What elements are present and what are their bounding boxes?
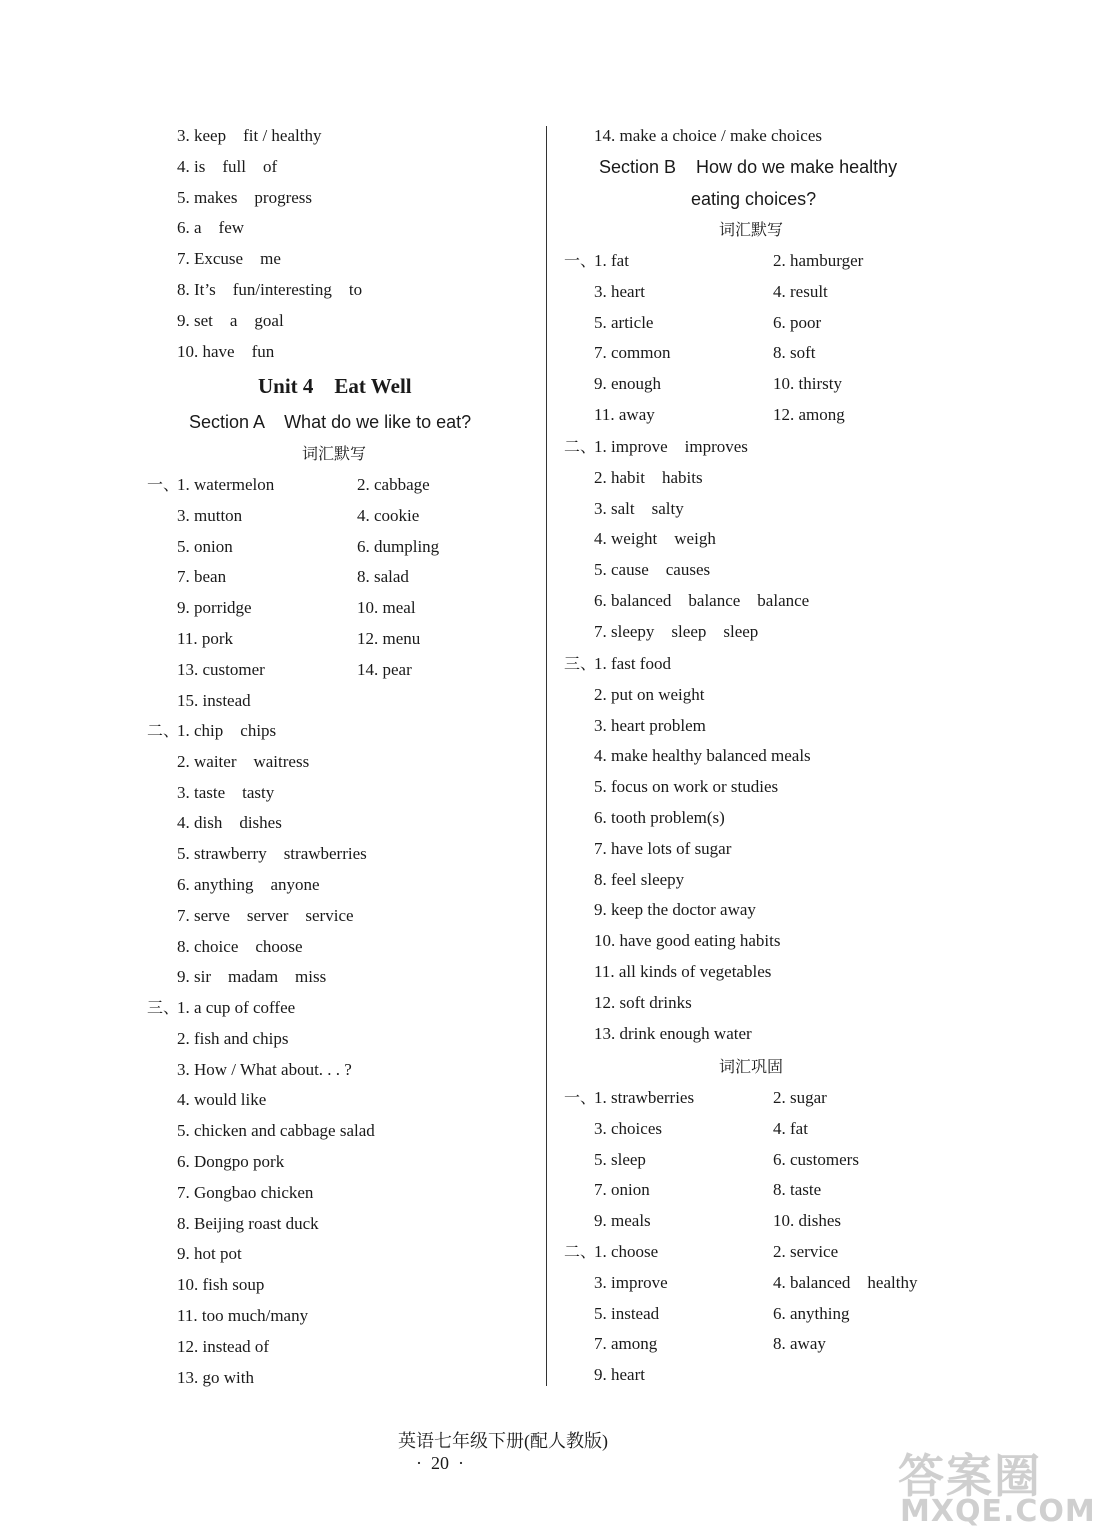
answer-line: 2. fish and chips <box>177 1028 289 1048</box>
answer-item: 11. pork <box>177 629 234 648</box>
answer-line: 2. habit habits <box>594 467 703 487</box>
answer-item: 3. choices <box>594 1118 662 1138</box>
answer-line: 2. waiter waitress <box>177 751 310 771</box>
answer-line: 8. choice choose <box>177 936 303 956</box>
answer-item: 7. common <box>594 343 671 363</box>
answer-item: 2. cabbage <box>357 475 430 494</box>
part-label: 一、 <box>564 251 597 270</box>
answer-line: 12. soft drinks <box>594 992 692 1012</box>
watermark-line-2: MXQE.COM <box>900 1494 1096 1529</box>
answer-line: 6. balanced balance balance <box>594 591 810 610</box>
answer-line: 4. is full of <box>177 156 278 176</box>
answer-item: 4. fat <box>773 1118 808 1138</box>
answer-line: 10. have fun <box>177 341 275 361</box>
answer-line: 6. anything anyone <box>177 875 320 894</box>
answer-line: 9. keep the doctor away <box>594 900 756 920</box>
answer-item: 14. pear <box>357 659 412 679</box>
answer-line: 8. Beijing roast duck <box>177 1213 319 1233</box>
answer-item: 15. instead <box>177 690 251 710</box>
answer-line: 7. Gongbao chicken <box>177 1182 314 1202</box>
answer-item: 4. result <box>773 281 828 301</box>
answer-item: 12. among <box>773 405 845 424</box>
answer-line: 4. dish dishes <box>177 813 282 833</box>
part-label: 一、 <box>147 475 180 494</box>
answer-item: 2. hamburger <box>773 251 864 270</box>
answer-item: 6. customers <box>773 1149 859 1169</box>
section-title: Section B How do we make healthy <box>599 157 898 177</box>
answer-line: 11. all kinds of vegetables <box>594 962 772 981</box>
consolidation-heading: 词汇巩固 <box>719 1057 784 1076</box>
answer-item: 7. among <box>594 1334 658 1354</box>
answer-line: 10. fish soup <box>177 1275 265 1295</box>
answer-item: 13. customer <box>177 659 265 679</box>
answer-line: 6. tooth problem(s) <box>594 808 725 827</box>
answer-item: 1. watermelon <box>177 475 275 494</box>
answer-line: 6. a few <box>177 218 245 238</box>
answer-item: 1. strawberries <box>594 1088 695 1107</box>
part-label: 二、 <box>564 1242 597 1261</box>
answer-item: 6. dumpling <box>357 536 440 556</box>
answer-line: 4. would like <box>177 1090 267 1110</box>
vocab-heading: 词汇默写 <box>302 444 367 463</box>
answer-line: 8. It’s fun/interesting to <box>177 280 363 299</box>
answer-line: 5. chicken and cabbage salad <box>177 1121 375 1141</box>
answer-line: 1. improve improves <box>594 437 748 456</box>
footer-page-number: · 20 · <box>416 1453 464 1473</box>
answer-item: 9. porridge <box>177 598 252 618</box>
answer-item: 12. menu <box>357 629 421 648</box>
answer-item: 4. balanced healthy <box>773 1272 918 1292</box>
vocab-heading: 词汇默写 <box>719 220 784 239</box>
answer-item: 11. away <box>594 405 655 424</box>
answer-item: 10. meal <box>357 598 416 618</box>
answer-item: 8. away <box>773 1334 826 1354</box>
answer-item: 1. fat <box>594 251 629 270</box>
section-title: Section A What do we like to eat? <box>189 412 472 432</box>
answer-item: 3. mutton <box>177 505 243 525</box>
answer-line: 7. serve server service <box>177 905 354 925</box>
part-label: 二、 <box>147 721 180 740</box>
answer-item: 4. cookie <box>357 505 420 525</box>
answer-line: 5. focus on work or studies <box>594 777 779 797</box>
answer-item: 5. instead <box>594 1303 660 1323</box>
answer-line: 14. make a choice / make choices <box>594 126 822 145</box>
answer-line: 7. have lots of sugar <box>594 838 732 858</box>
part-label: 一、 <box>564 1088 597 1107</box>
watermark-logo <box>898 1440 1096 1536</box>
answer-item: 5. article <box>594 312 654 332</box>
page-footer <box>380 1406 608 1495</box>
answer-line: 5. strawberry strawberries <box>177 844 367 864</box>
answer-line: 8. feel sleepy <box>594 869 685 889</box>
answer-line: 3. keep fit / healthy <box>177 126 322 145</box>
answer-item: 2. service <box>773 1242 839 1261</box>
answer-line: 13. go with <box>177 1367 254 1387</box>
answer-line: 9. sir madam miss <box>177 967 327 987</box>
part-label: 三、 <box>564 654 597 673</box>
answer-item: 10. dishes <box>773 1211 841 1231</box>
answer-item: 8. salad <box>357 567 409 587</box>
answer-line: 1. fast food <box>594 654 671 673</box>
answer-item: 5. sleep <box>594 1149 646 1169</box>
answer-item: 9. heart <box>594 1365 645 1385</box>
answer-line: 2. put on weight <box>594 684 705 704</box>
answer-line: 10. have good eating habits <box>594 931 781 951</box>
answer-item: 7. bean <box>177 567 227 587</box>
answer-line: 3. salt salty <box>594 498 684 518</box>
answer-item: 9. meals <box>594 1211 651 1231</box>
answer-line: 1. chip chips <box>177 721 277 740</box>
answer-item: 5. onion <box>177 536 233 556</box>
section-title: eating choices? <box>691 189 817 209</box>
answer-line: 9. hot pot <box>177 1244 242 1264</box>
answer-line: 3. How / What about. . . ? <box>177 1059 352 1079</box>
answer-line: 12. instead of <box>177 1336 270 1356</box>
answer-item: 8. soft <box>773 343 816 363</box>
answer-item: 9. enough <box>594 374 662 394</box>
unit-title: Unit 4 Eat Well <box>258 374 412 398</box>
answer-line: 4. weight weigh <box>594 529 716 549</box>
answer-line: 13. drink enough water <box>594 1023 752 1043</box>
answer-item: 10. thirsty <box>773 374 842 394</box>
watermark-line-1: 答案圈 <box>898 1449 1042 1503</box>
answer-line: 9. set a goal <box>177 310 284 330</box>
answer-item: 8. taste <box>773 1180 822 1200</box>
answer-line: 4. make healthy balanced meals <box>594 746 811 766</box>
part-label: 三、 <box>147 998 180 1017</box>
answer-line: 3. heart problem <box>594 715 706 735</box>
answer-line: 7. sleepy sleep sleep <box>594 621 759 641</box>
answer-line: 7. Excuse me <box>177 249 281 269</box>
answer-item: 7. onion <box>594 1180 650 1200</box>
answer-line: 6. Dongpo pork <box>177 1152 285 1171</box>
answer-line: 5. cause causes <box>594 560 711 580</box>
answer-item: 1. choose <box>594 1242 659 1261</box>
answer-item: 6. poor <box>773 312 822 332</box>
answer-line: 3. taste tasty <box>177 782 275 802</box>
answer-line: 11. too much/many <box>177 1306 309 1325</box>
column-divider <box>546 126 547 1386</box>
answer-item: 6. anything <box>773 1303 850 1323</box>
answer-item: 3. heart <box>594 281 645 301</box>
footer-book-title: 英语七年级下册(配人教版) <box>398 1431 608 1451</box>
answer-line: 5. makes progress <box>177 187 313 207</box>
part-label: 二、 <box>564 437 597 456</box>
answer-line: 1. a cup of coffee <box>177 998 296 1017</box>
answer-item: 3. improve <box>594 1272 668 1292</box>
answer-item: 2. sugar <box>773 1088 827 1107</box>
